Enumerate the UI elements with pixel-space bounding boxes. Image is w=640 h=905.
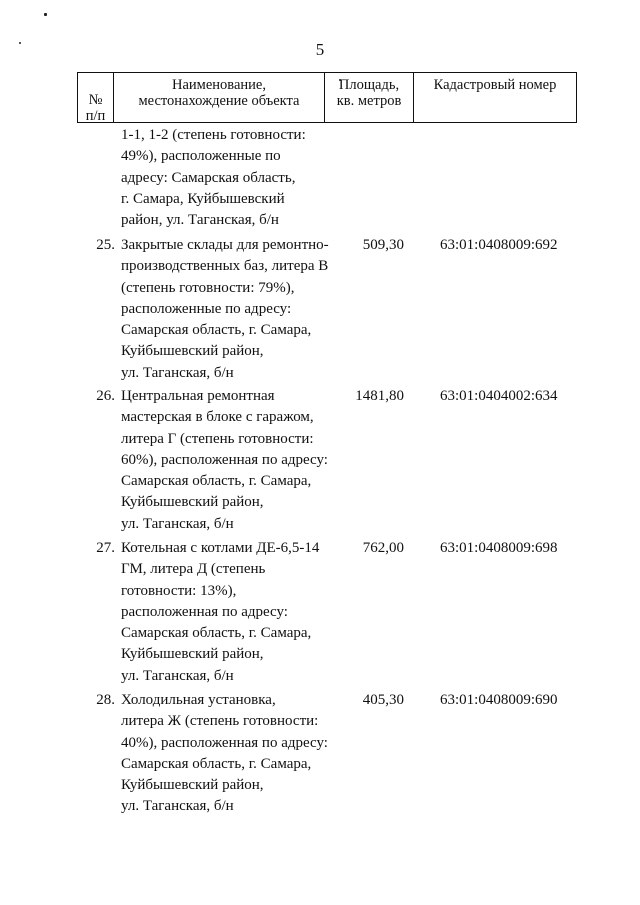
description-line: ул. Таганская, б/н	[121, 515, 234, 532]
description-line: готовности: 13%),	[121, 582, 237, 599]
object-description	[121, 125, 351, 231]
description-line: (степень готовности: 79%),	[121, 279, 295, 296]
description-line: Куйбышевский район,	[121, 343, 264, 360]
description-line: Котельная с котлами ДЕ-6,5-14	[121, 540, 320, 556]
description-line: 49%), расположенные по	[121, 148, 281, 165]
cadastral-number: 63:01:0408009:692	[440, 237, 558, 253]
description-line: 40%), расположенная по адресу:	[121, 734, 328, 751]
header-area	[325, 73, 414, 122]
description-line: 1-1, 1-2 (степень готовности:	[121, 127, 306, 143]
description-line: Центральная ремонтная	[121, 388, 275, 404]
description-line: ул. Таганская, б/н	[121, 667, 234, 684]
description-line: Куйбышевский район,	[121, 777, 264, 794]
cadastral-number: 63:01:0404002:634	[440, 388, 558, 404]
description-line: Куйбышевский район,	[121, 494, 264, 511]
description-line: Самарская область, г. Самара,	[121, 755, 312, 772]
description-line: расположенные по адресу:	[121, 300, 292, 317]
object-description	[121, 386, 351, 535]
object-area: 1481,80	[355, 388, 404, 404]
description-line: Закрытые склады для ремонтно-	[121, 237, 329, 253]
description-line: литера Ж (степень готовности:	[121, 713, 319, 730]
description-line: производственных баз, литера В	[121, 258, 329, 275]
page-number: 5	[315, 40, 325, 59]
object-area: 405,30	[362, 692, 404, 708]
description-line: ГМ, литера Д (степень	[121, 561, 266, 578]
row-number: 27.	[96, 540, 115, 556]
row-number: 26.	[96, 388, 115, 404]
description-line: Самарская область, г. Самара,	[121, 473, 312, 490]
description-line: район, ул. Таганская, б/н	[121, 212, 279, 229]
scan-speck	[44, 13, 47, 16]
header-number	[78, 73, 114, 122]
row-number: 28.	[96, 692, 115, 708]
description-line: 60%), расположенная по адресу:	[121, 451, 328, 468]
object-description	[121, 690, 351, 818]
header-area-line2: кв. метров	[336, 93, 402, 109]
table-header	[77, 72, 577, 123]
description-line: расположенная по адресу:	[121, 603, 288, 620]
header-number-line2: п/п	[85, 108, 106, 124]
description-line: литера Г (степень готовности:	[121, 430, 314, 447]
description-line: г. Самара, Куйбышевский	[121, 190, 285, 207]
header-area-line1: Площадь,	[338, 77, 400, 93]
description-line: адресу: Самарская область,	[121, 169, 296, 186]
description-line: Самарская область, г. Самара,	[121, 322, 312, 339]
header-number-line1: №	[88, 92, 103, 108]
row-number: 25.	[96, 237, 115, 253]
header-cadastral-label: Кадастровый номер	[433, 77, 557, 93]
cadastral-number: 63:01:0408009:690	[440, 692, 558, 708]
header-name-line1: Наименование,	[172, 77, 266, 93]
description-line: Куйбышевский район,	[121, 646, 264, 663]
description-line: ул. Таганская, б/н	[121, 364, 234, 381]
description-line: Самарская область, г. Самара,	[121, 625, 312, 642]
description-line: ул. Таганская, б/н	[121, 798, 234, 815]
header-name-line2: местонахождение объекта	[138, 93, 300, 109]
object-description	[121, 538, 351, 687]
object-area: 762,00	[362, 540, 404, 556]
cadastral-number: 63:01:0408009:698	[440, 540, 558, 556]
header-cadastral	[414, 73, 576, 122]
description-line: Холодильная установка,	[121, 692, 276, 708]
description-line: мастерская в блоке с гаражом,	[121, 409, 314, 426]
object-area: 509,30	[362, 237, 404, 253]
object-description	[121, 235, 351, 384]
header-name	[114, 73, 325, 122]
